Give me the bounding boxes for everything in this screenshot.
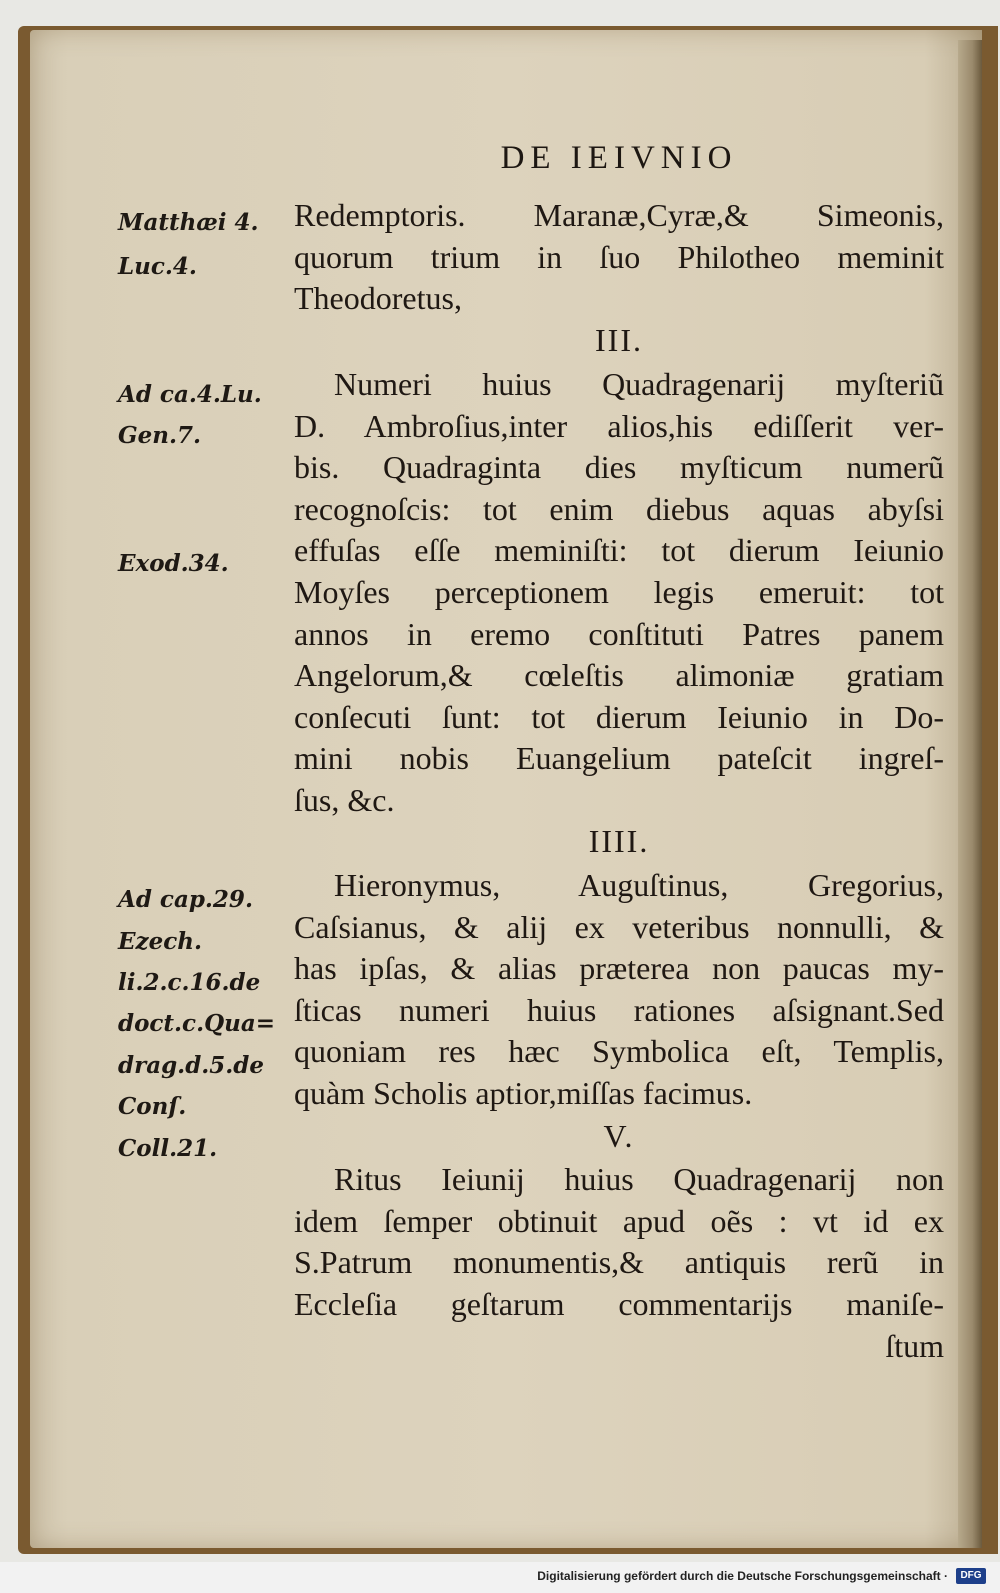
footer-credit: Digitalisierung gefördert durch die Deutsche Forschungsgemeinschaft · [537,1569,948,1583]
margin-note: Ad ca.4.Lu. [118,381,262,408]
text-line: S.Patrum monumentis,& antiquis rerũ in [294,1244,944,1280]
text-line: Numeri huius Quadragenarij myſteriũ [334,366,944,402]
text-line: bis. Quadraginta dies myſticum numerũ [294,449,944,485]
text-line: effuſas eſſe meminiſti: tot dierum Ieiunio [294,532,944,568]
text-line: Hieronymus, Auguſtinus, Gregorius, [334,867,944,903]
text-line: Caſsianus, & alij ex veteribus nonnulli, & [294,909,944,945]
catchword: ſtum [885,1328,944,1364]
text-line: annos in eremo conſtituti Patres panem [294,616,944,652]
text-line: Redemptoris. Maranæ,Cyræ,& Simeonis, [294,197,944,233]
margin-note: Exod.34. [118,550,229,577]
text-line: quàm Scholis aptior,miſſas facimus. [294,1075,753,1111]
text-line: Eccleſia geſtarum commentarijs maniſe- [294,1286,944,1322]
margin-note: drag.d.5.de [118,1052,265,1079]
text-line: has ipſas, & alias præterea non paucas my- [294,950,944,986]
text-line: Ritus Ieiunij huius Quadragenarij non [334,1161,944,1197]
running-header: DE IEIVNIO [500,140,738,176]
text-line: Angelorum,& cœleſtis alimoniæ gratiam [294,657,944,693]
text-line: mini nobis Euangelium pateſcit ingreſ- [294,740,944,776]
text-line: D. Ambroſius,inter alios,his ediſſerit ver- [294,408,944,444]
margin-note: Matthæi 4. [118,209,259,236]
margin-note: Conſ. [118,1093,187,1120]
margin-note: Luc.4. [118,253,197,280]
section-number: IIII. [588,823,650,859]
text-line: ſus, &c. [294,782,395,818]
text-line: Theodoretus, [294,280,462,316]
text-line: quoniam res hæc Symbolica eſt, Templis, [294,1033,944,1069]
section-number: V. [603,1118,635,1154]
section-number: III. [595,322,643,358]
text-line: Moyſes perceptionem legis emeruit: tot [294,574,944,610]
margin-note: doct.c.Qua= [118,1010,276,1037]
margin-note: Gen.7. [118,422,202,449]
footer-bar [0,1562,1000,1593]
dfg-logo: DFG [956,1568,986,1584]
margin-note: li.2.c.16.de [118,969,261,996]
text-line: recognoſcis: tot enim diebus aquas abyſsi [294,491,944,527]
text-line: ſticas numeri huius rationes aſsignant.Sed [294,992,944,1028]
page-gutter-edge [958,40,982,1548]
text-line: idem ſemper obtinuit apud oẽs : vt id ex [294,1203,944,1239]
margin-note: Ezech. [118,928,202,955]
margin-note: Coll.21. [118,1135,218,1162]
text-line: conſecuti ſunt: tot dierum Ieiunio in Do- [294,699,944,735]
margin-note: Ad cap.29. [118,886,253,913]
text-line: quorum trium in ſuo Philotheo meminit [294,239,944,275]
